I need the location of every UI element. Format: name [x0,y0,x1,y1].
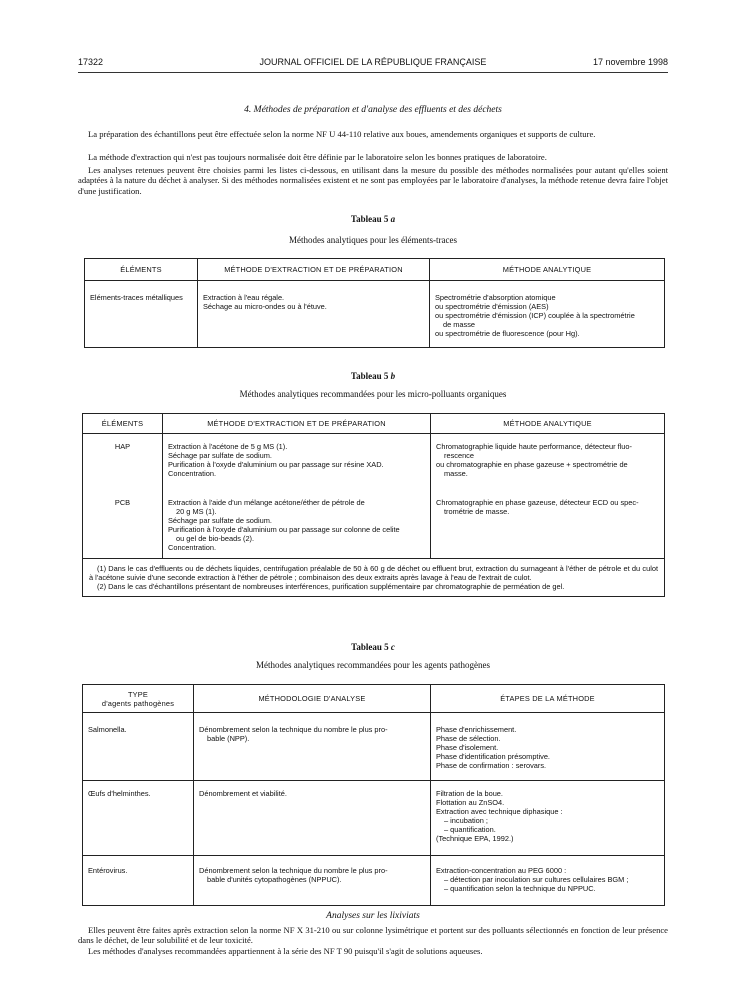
table-5b-subtitle: Méthodes analytiques recommandées pour les micro-polluants organiques [239,389,507,399]
table-notes-row [83,559,665,597]
table-5c [82,684,665,906]
etapes-cell: Phase d'enrichissement. Phase de sélection. Phase d'isolement. Phase d'identification présomptive. Phase de confirmation : serovars. [431,713,665,781]
lixiviats-paragraph-1: Elles peuvent être faites après extraction selon la norme NF X 31-210 ou sur colonne lysimétrique et portent sur des polluants sélectionnés en fonction de leur présence dans le déchet, de leur solubilité et de leur toxicité. [78,925,668,946]
analytique-cell: Chromatographie en phase gazeuse, détecteur ECD ou spec- trométrie de masse. [431,490,665,559]
column-header: ÉTAPES DE LA MÉTHODE [431,685,665,713]
paragraph-2: La méthode d'extraction qui n'est pas toujours normalisée doit être définie par le laboratoire selon les bonnes pratiques de laboratoire. [88,152,547,162]
column-header: MÉTHODE D'EXTRACTION ET DE PRÉPARATION [198,259,430,281]
extraction-cell: Extraction à l'aide d'un mélange acétone/éther de pétrole de 20 g MS (1). Séchage par sulfate de sodium. Purification à l'oxyde d'aluminium ou par passage sur colonne de celite ou gel de bio-beads (2). Concentration. [163,490,431,559]
element-cell: HAP [83,434,163,490]
table-note: (1) Dans le cas d'effluents ou de déchets liquides, centrifugation préalable de 50 à 60 g de déchet ou effluent brut, extraction du surnageant à l'éther de pétrole et du culot à l'acétone suivie d'une seconde extraction à l'éther de pétrole ; combinaison des deux extraits après lavage à l'eau de l'extrait de culot. [89,564,658,582]
type-cell: Salmonella. [83,713,194,781]
page-number: 17322 [78,57,104,67]
table-row [83,856,665,906]
type-cell: Œufs d'helminthes. [83,781,194,856]
methodologie-cell: Dénombrement selon la technique du nombre le plus pro- bable d'unités cytopathogènes (NPPUC). [194,856,431,906]
table-5a [84,258,665,348]
table-note: (2) Dans le cas d'échantillons présentant de nombreuses interférences, purification supplémentaire par chromatographie de perméation de gel. [97,582,565,591]
type-cell: Entérovirus. [83,856,194,906]
column-header: MÉTHODOLOGIE D'ANALYSE [194,685,431,713]
table-5b [82,413,665,597]
etapes-cell: Extraction-concentration au PEG 6000 : – détection par inoculation sur cultures cellulaires BGM ; – quantification selon la technique du NPPUC. [431,856,665,906]
table-row [83,713,665,781]
analytique-cell: Chromatographie liquide haute performance, détecteur fluo- rescence ou chromatographie en phase gazeuse + spectrométrie de masse. [431,434,665,490]
column-header: MÉTHODE D'EXTRACTION ET DE PRÉPARATION [163,414,431,434]
table-5b-caption: Tableau 5 b [350,371,396,381]
extraction-cell: Extraction à l'eau régale. Séchage au micro-ondes ou à l'étuve. [198,281,430,348]
element-cell: PCB [83,490,163,559]
section-title: 4. Méthodes de préparation et d'analyse des effluents et des déchets [244,105,502,115]
table-row [83,490,665,559]
lixiviats-title: Analyses sur les lixiviats [326,911,420,921]
publication-date: 17 novembre 1998 [592,57,668,67]
paragraph-3: Les analyses retenues peuvent être choisies parmi les listes ci-dessous, en utilisant dans la mesure du possible des méthodes normalisées pour autant qu'elles soient adaptées à la nature du déchet à analyser. Si des méthodes normalisées existent et ne sont pas employées par le laboratoire d'analyses, la méthode retenue devra faire l'objet d'une justification. [78,165,668,196]
page-header [78,57,668,71]
header-rule [78,72,668,73]
table-5c-subtitle: Méthodes analytiques recommandées pour les agents pathogènes [256,660,490,670]
table-row [85,281,665,348]
lixiviats-paragraph-2: Les méthodes d'analyses recommandées appartiennent à la série des NF T 90 puisqu'il s'agit de solutions aqueuses. [88,946,483,956]
etapes-cell: Filtration de la boue. Flottation au ZnSO4. Extraction avec technique diphasique : – incubation ; – quantification. (Technique EPA, 1992.) [431,781,665,856]
table-5a-subtitle: Méthodes analytiques pour les éléments-traces [289,235,457,245]
table-row [83,781,665,856]
column-header: ÉLÉMENTS [85,259,198,281]
methodologie-cell: Dénombrement et viabilité. [194,781,431,856]
paragraph-1: La préparation des échantillons peut être effectuée selon la norme NF U 44-110 relative aux boues, amendements organiques et supports de culture. [88,129,596,139]
column-header: TYPE d'agents pathogènes [83,685,194,713]
table-5c-caption: Tableau 5 c [351,642,395,652]
extraction-cell: Extraction à l'acétone de 5 g MS (1). Séchage par sulfate de sodium. Purification à l'oxyde d'aluminium ou par passage sur résine XAD. Concentration. [163,434,431,490]
column-header: ÉLÉMENTS [83,414,163,434]
element-cell: Eléments-traces métalliques [85,281,198,348]
table-row [83,434,665,490]
analytique-cell: Spectrométrie d'absorption atomique ou spectrométrie d'émission (AES) ou spectrométrie d'émission (ICP) couplée à la spectrométrie de masse ou spectrométrie de fluorescence (pour Hg). [430,281,665,348]
column-header: MÉTHODE ANALYTIQUE [431,414,665,434]
column-header: MÉTHODE ANALYTIQUE [430,259,665,281]
journal-title: JOURNAL OFFICIEL DE LA RÉPUBLIQUE FRANÇAISE [259,57,487,67]
methodologie-cell: Dénombrement selon la technique du nombre le plus pro- bable (NPP). [194,713,431,781]
table-notes [83,559,665,597]
table-5a-caption: Tableau 5 a [350,214,396,224]
